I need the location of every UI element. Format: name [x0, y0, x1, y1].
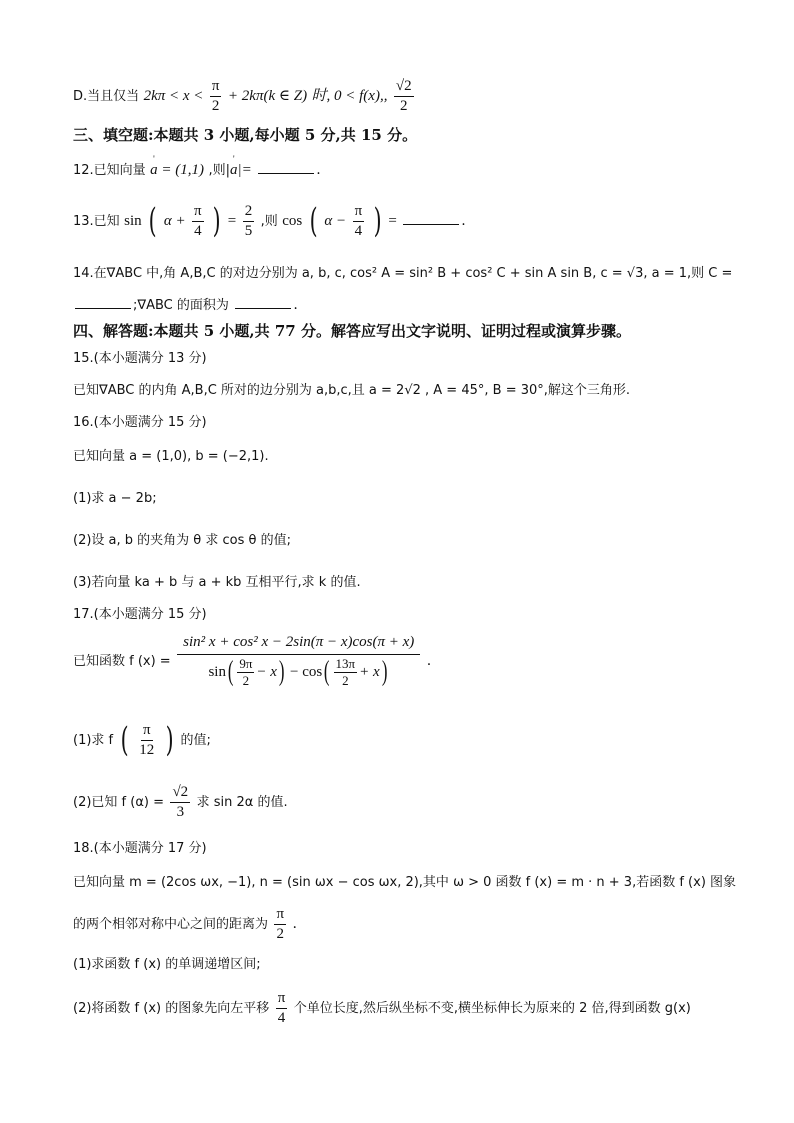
option-d-cond-b: + 2kπ(k ∈ Z) — [227, 88, 308, 104]
question-14-line-2: ;∇ABC 的面积为 . — [73, 298, 298, 312]
q18-title: 18.(本小题满分 17 分) — [73, 841, 207, 856]
q18-given: 已知向量 m = (2cos ωx, −1), n = (sin ωx − cos ωx, 2),其中 ω > 0 函数 f (x) = m · n + 3,若函数 f (x) 图象 — [73, 875, 737, 890]
option-d-label: D.当且仅当 — [73, 89, 140, 104]
q13-frac-2-5: $\frac{2}{5}$ — [244, 203, 253, 239]
q14-answer-blank-c[interactable] — [75, 308, 131, 309]
q17-part-2: (2)已知 f (α) = $\frac{√2}{3}$ 求 sin 2α 的值. — [73, 784, 288, 820]
q18-part-2: (2)将函数 f (x) 的图象先向左平移 $\frac{\pi}{4}$ 个单位长度,然后纵坐标不变,横坐标伸长为原来的 2 倍,得到函数 g(x) — [73, 990, 691, 1026]
q16-part-3: (3)若向量 ka + b 与 a + kb 互相平行,求 k 的值. — [73, 575, 361, 590]
q18-part-1: (1)求函数 f (x) 的单调递增区间; — [73, 957, 261, 972]
q15-title: 15.(本小题满分 13 分) — [73, 351, 207, 366]
q13-answer-blank[interactable] — [403, 224, 459, 225]
section-4-heading: 四、解答题:本题共 5 小题,共 77 分。解答应写出文字说明、证明过程或演算步骤。 — [73, 322, 631, 340]
question-12: 12.已知向量 ' a = (1,1) ,则|' a|= . — [73, 163, 321, 178]
q13-pi-frac-2: $\frac{\pi}{4}$ — [354, 203, 363, 239]
q12-expr: ' a = (1,1) — [150, 163, 204, 178]
q18-given-2: 的两个相邻对称中心之间的距离为 $\frac{\pi}{2}$ . — [73, 906, 297, 942]
option-d-pi-frac: $\frac{\pi}{2}$ — [211, 78, 220, 114]
option-d-mid: 时, 0 < f(x),, — [311, 88, 388, 104]
question-13: 13.已知 sin ( α + $\frac{\pi}{4}$ ) = $\frac{2}{5}$ ,则 cos ( α − $\frac{\pi}{4}$ ) = . — [73, 201, 466, 241]
q17-part-1: (1)求 f ( $\frac{\pi}{12}$ ) 的值; — [73, 720, 211, 760]
q17-function-frac: sin² x + cos² x − 2sin(π − x)cos(π + x) sin( $\frac{9\pi}{2}$ − x) − cos( $\frac{13\pi}{2}$ + x) — [177, 634, 420, 688]
option-d — [73, 78, 416, 114]
q15-body: 已知∇ABC 的内角 A,B,C 所对的边分别为 a,b,c,且 a = 2√2 , A = 45°, B = 30°,解这个三角形. — [73, 383, 631, 398]
q13-pi-frac-1: $\frac{\pi}{4}$ — [194, 203, 202, 239]
q16-part-1: (1)求 a − 2b; — [73, 491, 157, 506]
q16-given: 已知向量 a = (1,0), b = (−2,1). — [73, 449, 269, 464]
option-d-frac: $\frac{√2}{2}$ — [395, 78, 412, 114]
q16-part-2: (2)设 a, b 的夹角为 θ 求 cos θ 的值; — [73, 533, 291, 548]
option-d-cond: 2kπ < x < — [143, 88, 204, 104]
q12-answer-blank[interactable] — [258, 173, 314, 174]
section-3-heading: 三、填空题:本题共 3 小题,每小题 5 分,共 15 分。 — [73, 126, 418, 144]
q17-title: 17.(本小题满分 15 分) — [73, 607, 207, 622]
q17-given: 已知函数 f (x) = sin² x + cos² x − 2sin(π − x)cos(π + x) sin( $\frac{9\pi}{2}$ − x) − cos( $\frac{13\pi}{2}$ + x) . — [73, 634, 432, 688]
q16-title: 16.(本小题满分 15 分) — [73, 415, 207, 430]
q14-answer-blank-area[interactable] — [235, 308, 291, 309]
question-14-line-1: 14.在∇ABC 中,角 A,B,C 的对边分别为 a, b, c, cos² A = sin² B + cos² C + sin A sin B, c = √3, a = 1,则 C = — [73, 266, 733, 281]
